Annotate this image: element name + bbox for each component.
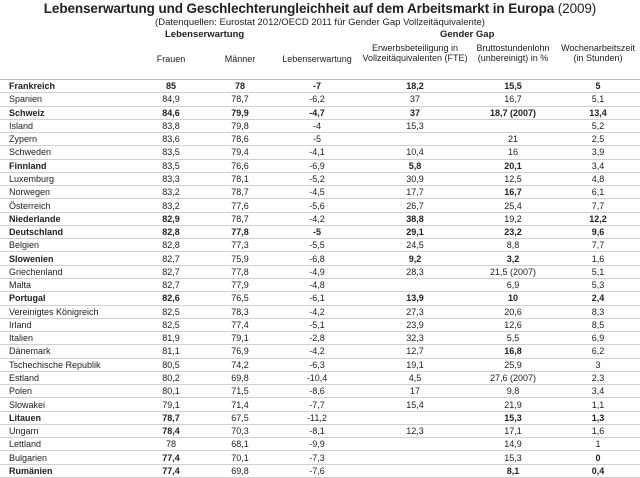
cell-country: Schweiz — [0, 106, 136, 119]
table-row — [0, 265, 640, 278]
cell-country: Zypern — [0, 133, 136, 146]
cell-erwerbsbeteiligung-fte — [360, 438, 470, 451]
cell-maenner: 76,6 — [206, 159, 274, 172]
col-header-lebenserwartung: Lebenserwartung — [282, 54, 352, 64]
table-row — [0, 451, 640, 464]
cell-bruttostundenlohn: 16,7 — [470, 93, 556, 106]
cell-frauen: 78 — [136, 438, 206, 451]
cell-bruttostundenlohn: 9,8 — [470, 385, 556, 398]
cell-maenner: 69,8 — [206, 371, 274, 384]
cell-bruttostundenlohn: 23,2 — [470, 225, 556, 238]
cell-erwerbsbeteiligung-fte: 19,1 — [360, 358, 470, 371]
cell-lebenserwartung-diff: -8,1 — [274, 424, 360, 437]
cell-country: Slowakei — [0, 398, 136, 411]
col-header-wochenarbeitszeit — [556, 43, 640, 63]
cell-erwerbsbeteiligung-fte: 28,3 — [360, 265, 470, 278]
cell-erwerbsbeteiligung-fte: 24,5 — [360, 239, 470, 252]
col-header-erwerbsbeteiligung — [360, 43, 470, 63]
cell-lebenserwartung-diff: -7,7 — [274, 398, 360, 411]
cell-lebenserwartung-diff: -6,3 — [274, 358, 360, 371]
cell-erwerbsbeteiligung-fte: 32,3 — [360, 332, 470, 345]
cell-erwerbsbeteiligung-fte: 10,4 — [360, 146, 470, 159]
cell-erwerbsbeteiligung-fte: 17 — [360, 385, 470, 398]
cell-maenner: 79,9 — [206, 106, 274, 119]
cell-bruttostundenlohn: 27,6 (2007) — [470, 371, 556, 384]
cell-erwerbsbeteiligung-fte: 13,9 — [360, 292, 470, 305]
cell-country: Finnland — [0, 159, 136, 172]
cell-erwerbsbeteiligung-fte: 15,3 — [360, 119, 470, 132]
table-row — [0, 385, 640, 398]
cell-lebenserwartung-diff: -6,9 — [274, 159, 360, 172]
cell-erwerbsbeteiligung-fte: 26,7 — [360, 199, 470, 212]
cell-lebenserwartung-diff: -5 — [274, 133, 360, 146]
cell-bruttostundenlohn: 21,5 (2007) — [470, 265, 556, 278]
table-row — [0, 225, 640, 238]
cell-maenner: 67,5 — [206, 411, 274, 424]
cell-bruttostundenlohn: 15,3 — [470, 451, 556, 464]
cell-frauen: 82,6 — [136, 292, 206, 305]
cell-country: Griechenland — [0, 265, 136, 278]
col-header-arbeit-line2: (in Stunden) — [573, 53, 623, 63]
cell-wochenarbeitszeit: 1,6 — [556, 424, 640, 437]
cell-country: Schweden — [0, 146, 136, 159]
cell-frauen: 83,3 — [136, 172, 206, 185]
col-header-lohn-line2: (unbereinigt) in % — [477, 53, 549, 63]
cell-lebenserwartung-diff: -9,9 — [274, 438, 360, 451]
cell-country: Italien — [0, 332, 136, 345]
cell-lebenserwartung-diff: -7 — [274, 80, 360, 93]
cell-frauen: 81,9 — [136, 332, 206, 345]
cell-country: Bulgarien — [0, 451, 136, 464]
cell-maenner: 77,3 — [206, 239, 274, 252]
col-header-erwerb-line1: Erwerbsbeteiligung in — [371, 43, 459, 53]
cell-bruttostundenlohn: 20,1 — [470, 159, 556, 172]
cell-country: Luxemburg — [0, 172, 136, 185]
cell-lebenserwartung-diff: -4,8 — [274, 278, 360, 291]
cell-bruttostundenlohn: 12,6 — [470, 318, 556, 331]
cell-bruttostundenlohn: 3,2 — [470, 252, 556, 265]
cell-frauen: 82,7 — [136, 278, 206, 291]
cell-frauen: 82,7 — [136, 265, 206, 278]
cell-bruttostundenlohn: 8,8 — [470, 239, 556, 252]
col-header-lohn-line1: Bruttostundenlohn — [476, 43, 550, 53]
table-row — [0, 146, 640, 159]
cell-frauen: 79,1 — [136, 398, 206, 411]
cell-frauen: 78,4 — [136, 424, 206, 437]
cell-lebenserwartung-diff: -8,6 — [274, 385, 360, 398]
table-row — [0, 464, 640, 477]
cell-frauen: 80,2 — [136, 371, 206, 384]
cell-bruttostundenlohn: 19,2 — [470, 212, 556, 225]
cell-maenner: 76,5 — [206, 292, 274, 305]
cell-wochenarbeitszeit: 3,4 — [556, 385, 640, 398]
cell-lebenserwartung-diff: -5,2 — [274, 172, 360, 185]
cell-lebenserwartung-diff: -5,1 — [274, 318, 360, 331]
table-row — [0, 119, 640, 132]
cell-country: Spanien — [0, 93, 136, 106]
cell-lebenserwartung-diff: -11,2 — [274, 411, 360, 424]
cell-wochenarbeitszeit: 1,6 — [556, 252, 640, 265]
col-header-arbeit-line1: Wochenarbeitszeit — [561, 43, 635, 53]
table-row — [0, 345, 640, 358]
table-row — [0, 411, 640, 424]
cell-frauen: 82,5 — [136, 318, 206, 331]
cell-wochenarbeitszeit: 5 — [556, 80, 640, 93]
column-headers — [0, 41, 640, 79]
cell-wochenarbeitszeit: 1,3 — [556, 411, 640, 424]
col-header-frauen: Frauen — [156, 54, 186, 64]
cell-maenner: 77,8 — [206, 265, 274, 278]
cell-wochenarbeitszeit: 5,1 — [556, 93, 640, 106]
cell-erwerbsbeteiligung-fte: 18,2 — [360, 80, 470, 93]
cell-lebenserwartung-diff: -5,6 — [274, 199, 360, 212]
col-header-maenner: Männer — [224, 54, 256, 64]
table-row — [0, 133, 640, 146]
cell-frauen: 80,1 — [136, 385, 206, 398]
cell-lebenserwartung-diff: -6,1 — [274, 292, 360, 305]
cell-lebenserwartung-diff: -4,5 — [274, 186, 360, 199]
cell-maenner: 78,7 — [206, 93, 274, 106]
cell-wochenarbeitszeit: 1 — [556, 438, 640, 451]
table-row — [0, 80, 640, 93]
cell-wochenarbeitszeit: 13,4 — [556, 106, 640, 119]
cell-maenner: 78,6 — [206, 133, 274, 146]
table-row — [0, 199, 640, 212]
cell-erwerbsbeteiligung-fte: 23,9 — [360, 318, 470, 331]
table-row — [0, 212, 640, 225]
cell-bruttostundenlohn: 10 — [470, 292, 556, 305]
cell-wochenarbeitszeit: 1,1 — [556, 398, 640, 411]
cell-maenner: 77,8 — [206, 225, 274, 238]
cell-wochenarbeitszeit: 2,4 — [556, 292, 640, 305]
cell-bruttostundenlohn: 15,3 — [470, 411, 556, 424]
cell-frauen: 82,9 — [136, 212, 206, 225]
cell-frauen: 80,5 — [136, 358, 206, 371]
cell-lebenserwartung-diff: -4,2 — [274, 305, 360, 318]
cell-wochenarbeitszeit: 2,3 — [556, 371, 640, 384]
cell-erwerbsbeteiligung-fte: 37 — [360, 93, 470, 106]
cell-wochenarbeitszeit: 8,3 — [556, 305, 640, 318]
cell-country: Estland — [0, 371, 136, 384]
cell-wochenarbeitszeit: 8,5 — [556, 318, 640, 331]
cell-wochenarbeitszeit: 3,9 — [556, 146, 640, 159]
cell-bruttostundenlohn: 5,5 — [470, 332, 556, 345]
table-row — [0, 371, 640, 384]
cell-lebenserwartung-diff: -2,8 — [274, 332, 360, 345]
cell-bruttostundenlohn: 25,9 — [470, 358, 556, 371]
cell-bruttostundenlohn: 15,5 — [470, 80, 556, 93]
cell-country: Ungarn — [0, 424, 136, 437]
cell-country: Österreich — [0, 199, 136, 212]
cell-country: Vereinigtes Königreich — [0, 305, 136, 318]
cell-frauen: 78,7 — [136, 411, 206, 424]
cell-frauen: 82,8 — [136, 239, 206, 252]
cell-erwerbsbeteiligung-fte: 30,9 — [360, 172, 470, 185]
cell-frauen: 83,6 — [136, 133, 206, 146]
cell-maenner: 79,4 — [206, 146, 274, 159]
cell-erwerbsbeteiligung-fte: 9,2 — [360, 252, 470, 265]
page-subtitle: (Datenquellen: Eurostat 2012/OECD 2011 für Gender Gap Vollzeitäquivalente) — [155, 17, 485, 28]
table-row — [0, 106, 640, 119]
cell-bruttostundenlohn: 25,4 — [470, 199, 556, 212]
cell-maenner: 78,3 — [206, 305, 274, 318]
table-row — [0, 305, 640, 318]
cell-maenner: 77,9 — [206, 278, 274, 291]
cell-erwerbsbeteiligung-fte: 15,4 — [360, 398, 470, 411]
cell-bruttostundenlohn: 21 — [470, 133, 556, 146]
table-row — [0, 424, 640, 437]
cell-wochenarbeitszeit: 2,5 — [556, 133, 640, 146]
cell-erwerbsbeteiligung-fte: 12,3 — [360, 424, 470, 437]
cell-frauen: 81,1 — [136, 345, 206, 358]
title-year: (2009) — [557, 1, 597, 16]
cell-wochenarbeitszeit: 6,1 — [556, 186, 640, 199]
cell-lebenserwartung-diff: -6,2 — [274, 93, 360, 106]
cell-bruttostundenlohn: 14,9 — [470, 438, 556, 451]
cell-country: Polen — [0, 385, 136, 398]
cell-maenner: 75,9 — [206, 252, 274, 265]
cell-frauen: 82,5 — [136, 305, 206, 318]
cell-lebenserwartung-diff: -6,8 — [274, 252, 360, 265]
table-row — [0, 318, 640, 331]
cell-lebenserwartung-diff: -4,1 — [274, 146, 360, 159]
cell-wochenarbeitszeit: 7,7 — [556, 239, 640, 252]
group-header-lebenserwartung: Lebenserwartung — [165, 29, 245, 40]
cell-lebenserwartung-diff: -7,6 — [274, 464, 360, 477]
cell-wochenarbeitszeit: 3,4 — [556, 159, 640, 172]
cell-country: Dänemark — [0, 345, 136, 358]
cell-maenner: 70,1 — [206, 451, 274, 464]
table-row — [0, 172, 640, 185]
cell-country: Irland — [0, 318, 136, 331]
cell-erwerbsbeteiligung-fte — [360, 133, 470, 146]
cell-wochenarbeitszeit: 7,7 — [556, 199, 640, 212]
table-row — [0, 93, 640, 106]
cell-wochenarbeitszeit: 5,1 — [556, 265, 640, 278]
cell-lebenserwartung-diff: -5 — [274, 225, 360, 238]
cell-frauen: 82,7 — [136, 252, 206, 265]
cell-erwerbsbeteiligung-fte: 4,5 — [360, 371, 470, 384]
cell-erwerbsbeteiligung-fte: 5,8 — [360, 159, 470, 172]
cell-country: Norwegen — [0, 186, 136, 199]
table-body — [0, 80, 640, 478]
cell-bruttostundenlohn: 16,8 — [470, 345, 556, 358]
cell-wochenarbeitszeit: 3 — [556, 358, 640, 371]
cell-country: Deutschland — [0, 225, 136, 238]
cell-country: Frankreich — [0, 80, 136, 93]
page-title — [0, 0, 640, 17]
cell-frauen: 83,2 — [136, 186, 206, 199]
cell-maenner: 79,8 — [206, 119, 274, 132]
cell-maenner: 78 — [206, 80, 274, 93]
cell-erwerbsbeteiligung-fte: 38,8 — [360, 212, 470, 225]
table-row — [0, 239, 640, 252]
cell-bruttostundenlohn: 16,7 — [470, 186, 556, 199]
cell-country: Lettland — [0, 438, 136, 451]
col-header-erwerb-line2: Vollzeitäquivalenten (FTE) — [362, 53, 468, 63]
cell-wochenarbeitszeit: 12,2 — [556, 212, 640, 225]
cell-frauen: 85 — [136, 80, 206, 93]
cell-country: Litauen — [0, 411, 136, 424]
table-row — [0, 252, 640, 265]
cell-bruttostundenlohn: 18,7 (2007) — [470, 106, 556, 119]
cell-frauen: 84,9 — [136, 93, 206, 106]
cell-lebenserwartung-diff: -10,4 — [274, 371, 360, 384]
cell-erwerbsbeteiligung-fte — [360, 278, 470, 291]
cell-maenner: 78,7 — [206, 186, 274, 199]
cell-frauen: 77,4 — [136, 464, 206, 477]
cell-lebenserwartung-diff: -4,7 — [274, 106, 360, 119]
cell-country: Belgien — [0, 239, 136, 252]
cell-frauen: 84,6 — [136, 106, 206, 119]
group-headers — [0, 29, 640, 41]
table-row — [0, 332, 640, 345]
cell-maenner: 68,1 — [206, 438, 274, 451]
cell-maenner: 69,8 — [206, 464, 274, 477]
cell-wochenarbeitszeit: 6,2 — [556, 345, 640, 358]
cell-bruttostundenlohn: 6,9 — [470, 278, 556, 291]
cell-maenner: 74,2 — [206, 358, 274, 371]
cell-frauen: 83,5 — [136, 159, 206, 172]
cell-maenner: 76,9 — [206, 345, 274, 358]
cell-frauen: 82,8 — [136, 225, 206, 238]
cell-frauen: 83,2 — [136, 199, 206, 212]
cell-erwerbsbeteiligung-fte: 37 — [360, 106, 470, 119]
table-row — [0, 358, 640, 371]
cell-maenner: 79,1 — [206, 332, 274, 345]
cell-country: Slowenien — [0, 252, 136, 265]
cell-bruttostundenlohn — [470, 119, 556, 132]
cell-maenner: 71,4 — [206, 398, 274, 411]
cell-erwerbsbeteiligung-fte — [360, 451, 470, 464]
cell-bruttostundenlohn: 16 — [470, 146, 556, 159]
cell-country: Tschechische Republik — [0, 358, 136, 371]
cell-bruttostundenlohn: 8,1 — [470, 464, 556, 477]
table-row — [0, 292, 640, 305]
cell-lebenserwartung-diff: -4,9 — [274, 265, 360, 278]
cell-country: Malta — [0, 278, 136, 291]
cell-bruttostundenlohn: 17,1 — [470, 424, 556, 437]
title-text: Lebenserwartung und Geschlechterungleichheit auf dem Arbeitsmarkt in Europa — [43, 1, 555, 16]
cell-maenner: 78,7 — [206, 212, 274, 225]
group-header-gender-gap: Gender Gap — [440, 29, 495, 40]
cell-frauen: 83,8 — [136, 119, 206, 132]
cell-lebenserwartung-diff: -4,2 — [274, 345, 360, 358]
col-header-bruttostundenlohn — [470, 43, 556, 63]
data-table — [0, 79, 640, 478]
cell-lebenserwartung-diff: -7,3 — [274, 451, 360, 464]
cell-wochenarbeitszeit: 6,9 — [556, 332, 640, 345]
cell-lebenserwartung-diff: -4 — [274, 119, 360, 132]
table-row — [0, 438, 640, 451]
cell-erwerbsbeteiligung-fte — [360, 464, 470, 477]
cell-erwerbsbeteiligung-fte — [360, 411, 470, 424]
cell-erwerbsbeteiligung-fte: 27,3 — [360, 305, 470, 318]
cell-country: Island — [0, 119, 136, 132]
cell-frauen: 83,5 — [136, 146, 206, 159]
cell-erwerbsbeteiligung-fte: 17,7 — [360, 186, 470, 199]
cell-maenner: 77,6 — [206, 199, 274, 212]
table-row — [0, 398, 640, 411]
cell-country: Rumänien — [0, 464, 136, 477]
cell-erwerbsbeteiligung-fte: 29,1 — [360, 225, 470, 238]
cell-maenner: 71,5 — [206, 385, 274, 398]
cell-wochenarbeitszeit: 0,4 — [556, 464, 640, 477]
cell-country: Portugal — [0, 292, 136, 305]
cell-wochenarbeitszeit: 5,2 — [556, 119, 640, 132]
cell-frauen: 77,4 — [136, 451, 206, 464]
cell-maenner: 70,3 — [206, 424, 274, 437]
cell-maenner: 78,1 — [206, 172, 274, 185]
table-row — [0, 278, 640, 291]
cell-lebenserwartung-diff: -4,2 — [274, 212, 360, 225]
cell-bruttostundenlohn: 12,5 — [470, 172, 556, 185]
cell-erwerbsbeteiligung-fte: 12,7 — [360, 345, 470, 358]
cell-wochenarbeitszeit: 5,3 — [556, 278, 640, 291]
cell-country: Niederlande — [0, 212, 136, 225]
table-row — [0, 159, 640, 172]
cell-bruttostundenlohn: 20,6 — [470, 305, 556, 318]
cell-lebenserwartung-diff: -5,5 — [274, 239, 360, 252]
cell-maenner: 77,4 — [206, 318, 274, 331]
cell-bruttostundenlohn: 21,9 — [470, 398, 556, 411]
cell-wochenarbeitszeit: 4,8 — [556, 172, 640, 185]
cell-wochenarbeitszeit: 0 — [556, 451, 640, 464]
cell-wochenarbeitszeit: 9,6 — [556, 225, 640, 238]
table-row — [0, 186, 640, 199]
